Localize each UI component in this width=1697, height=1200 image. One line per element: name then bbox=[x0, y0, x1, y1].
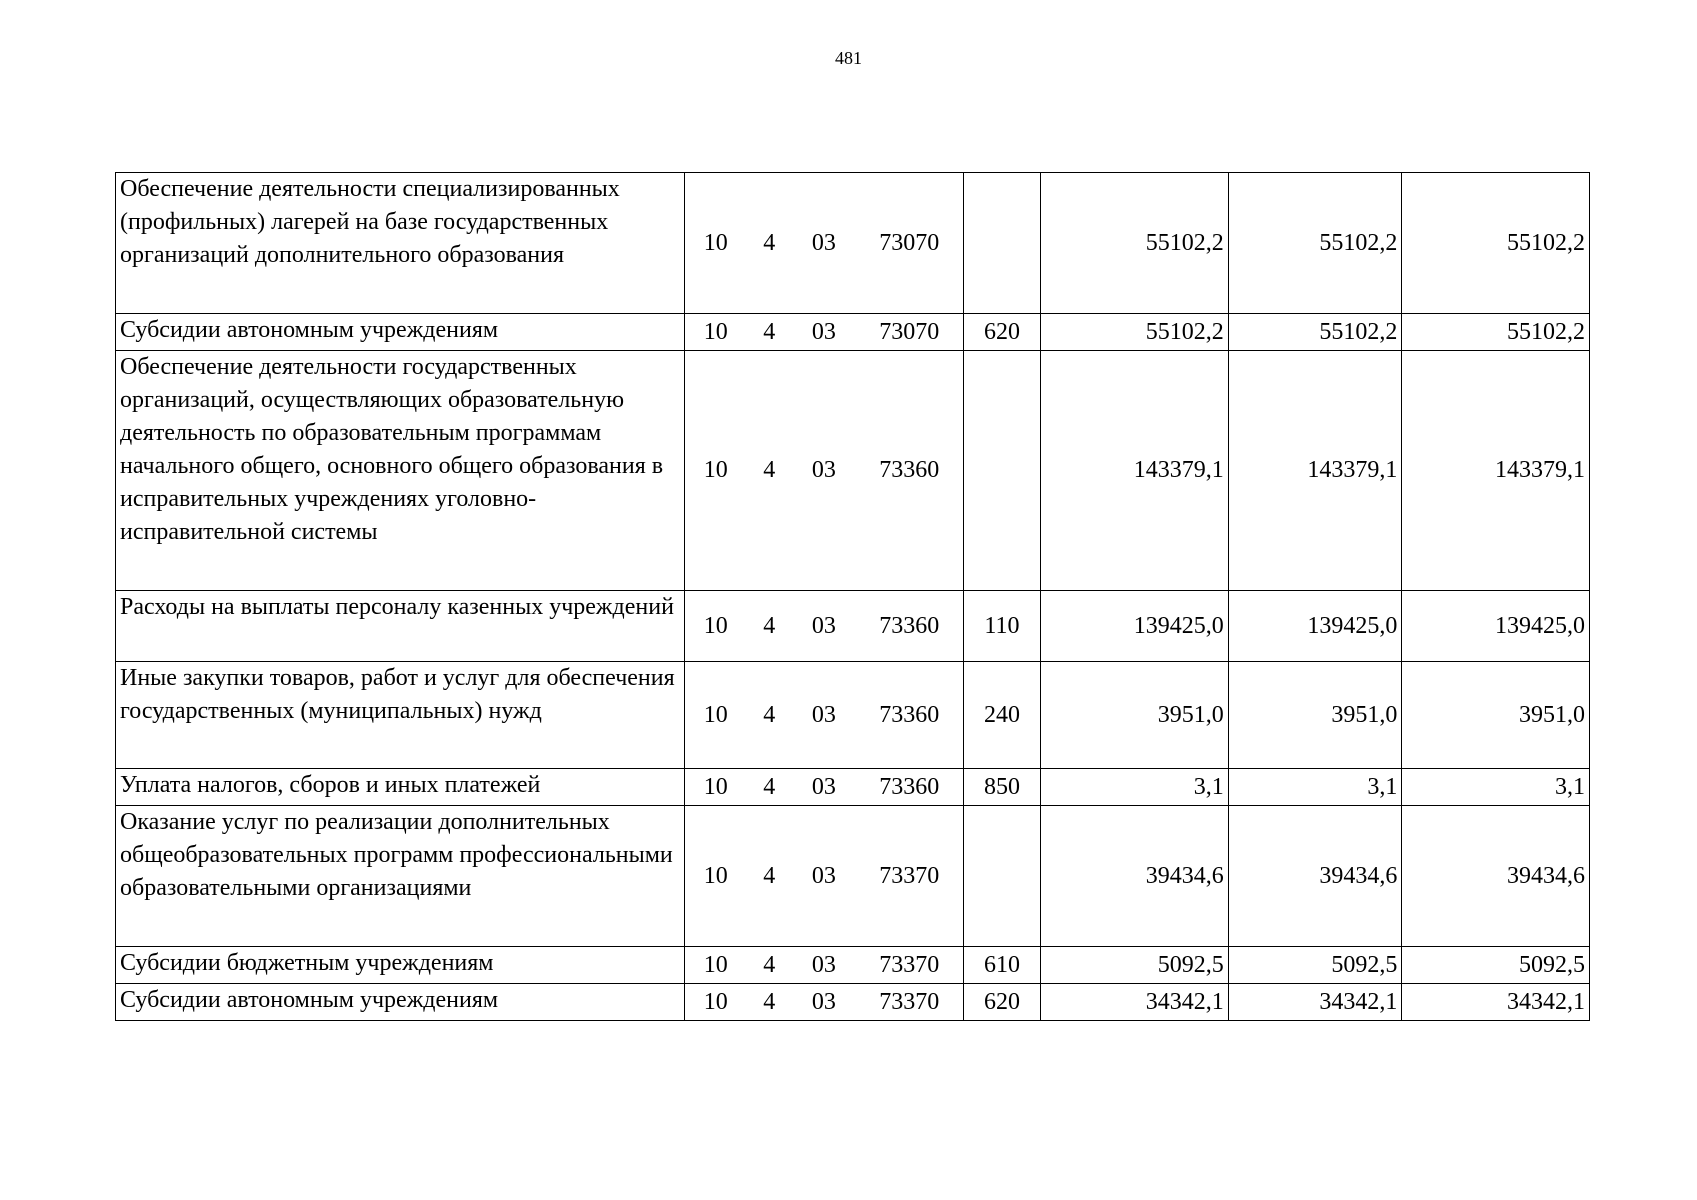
code-program: 4 bbox=[763, 988, 776, 1015]
row-description: Субсидии автономным учреждениям bbox=[116, 984, 685, 1021]
row-description: Оказание услуг по реализации дополнительных общеобразовательных программ профессиональными образовательными организациями bbox=[116, 806, 685, 947]
table-row bbox=[116, 806, 1590, 947]
code-direction: 73360 bbox=[879, 457, 940, 483]
table-row bbox=[116, 173, 1590, 314]
amount-3: 39434,6 bbox=[1402, 806, 1590, 947]
code-subprogram: 03 bbox=[811, 229, 836, 256]
page-number: 481 bbox=[835, 48, 862, 68]
code-section: 10 bbox=[703, 612, 728, 639]
amount-3: 34342,1 bbox=[1402, 984, 1590, 1021]
code-direction: 73370 bbox=[879, 988, 940, 1015]
amount-3: 143379,1 bbox=[1402, 351, 1590, 591]
code-section: 10 bbox=[703, 988, 728, 1015]
amount-2: 139425,0 bbox=[1228, 591, 1402, 662]
amount-1: 5092,5 bbox=[1041, 947, 1229, 984]
code-program: 4 bbox=[763, 773, 776, 800]
amount-1: 39434,6 bbox=[1041, 806, 1229, 947]
code-program: 4 bbox=[763, 951, 776, 978]
code-program: 4 bbox=[763, 612, 776, 639]
table-row bbox=[116, 351, 1590, 591]
code-section: 10 bbox=[703, 773, 728, 800]
amount-1: 55102,2 bbox=[1041, 314, 1229, 351]
row-codes bbox=[684, 984, 963, 1021]
expense-type bbox=[963, 806, 1040, 947]
table-row bbox=[116, 984, 1590, 1021]
row-description: Уплата налогов, сборов и иных платежей bbox=[116, 769, 685, 806]
code-section: 10 bbox=[703, 701, 728, 728]
code-program: 4 bbox=[763, 318, 776, 345]
code-section: 10 bbox=[703, 457, 728, 483]
row-codes bbox=[684, 591, 963, 662]
code-direction: 73070 bbox=[879, 318, 940, 345]
code-subprogram: 03 bbox=[811, 988, 836, 1015]
code-program: 4 bbox=[763, 457, 776, 483]
code-subprogram: 03 bbox=[811, 701, 836, 728]
row-codes bbox=[684, 351, 963, 591]
amount-3: 3951,0 bbox=[1402, 662, 1590, 769]
row-codes bbox=[684, 662, 963, 769]
amount-1: 34342,1 bbox=[1041, 984, 1229, 1021]
amount-2: 55102,2 bbox=[1228, 173, 1402, 314]
expense-type bbox=[963, 351, 1040, 591]
code-section: 10 bbox=[703, 229, 728, 256]
code-section: 10 bbox=[703, 862, 728, 889]
amount-3: 55102,2 bbox=[1402, 314, 1590, 351]
row-description: Обеспечение деятельности специализированных (профильных) лагерей на базе государственных организаций дополнительного образования bbox=[116, 173, 685, 314]
code-subprogram: 03 bbox=[811, 612, 836, 639]
row-codes bbox=[684, 806, 963, 947]
amount-2: 3,1 bbox=[1228, 769, 1402, 806]
row-description: Иные закупки товаров, работ и услуг для обеспечения государственных (муниципальных) нужд bbox=[116, 662, 685, 769]
expense-type: 620 bbox=[963, 984, 1040, 1021]
code-section: 10 bbox=[703, 951, 728, 978]
amount-2: 5092,5 bbox=[1228, 947, 1402, 984]
amount-2: 143379,1 bbox=[1228, 351, 1402, 591]
row-description: Субсидии автономным учреждениям bbox=[116, 314, 685, 351]
amount-1: 3951,0 bbox=[1041, 662, 1229, 769]
row-codes bbox=[684, 173, 963, 314]
amount-1: 3,1 bbox=[1041, 769, 1229, 806]
code-section: 10 bbox=[703, 318, 728, 345]
code-subprogram: 03 bbox=[811, 773, 836, 800]
row-codes bbox=[684, 769, 963, 806]
table-row bbox=[116, 591, 1590, 662]
code-subprogram: 03 bbox=[811, 862, 836, 889]
row-description: Обеспечение деятельности государственных организаций, осуществляющих образовательную деятельность по образовательным программам начального общего, основного общего образования в исправительных учреждениях уголовно-исправительной системы bbox=[116, 351, 685, 591]
expense-type: 620 bbox=[963, 314, 1040, 351]
row-description: Расходы на выплаты персоналу казенных учреждений bbox=[116, 591, 685, 662]
amount-2: 34342,1 bbox=[1228, 984, 1402, 1021]
code-program: 4 bbox=[763, 701, 776, 728]
code-direction: 73370 bbox=[879, 951, 940, 978]
code-direction: 73370 bbox=[879, 862, 940, 889]
code-direction: 73360 bbox=[879, 773, 940, 800]
table-row bbox=[116, 947, 1590, 984]
amount-2: 55102,2 bbox=[1228, 314, 1402, 351]
row-description: Субсидии бюджетным учреждениям bbox=[116, 947, 685, 984]
amount-3: 5092,5 bbox=[1402, 947, 1590, 984]
expense-type bbox=[963, 173, 1040, 314]
table-row bbox=[116, 769, 1590, 806]
code-subprogram: 03 bbox=[811, 951, 836, 978]
amount-3: 55102,2 bbox=[1402, 173, 1590, 314]
amount-3: 3,1 bbox=[1402, 769, 1590, 806]
code-subprogram: 03 bbox=[811, 457, 836, 483]
code-direction: 73360 bbox=[879, 701, 940, 728]
row-codes bbox=[684, 947, 963, 984]
row-codes bbox=[684, 314, 963, 351]
code-direction: 73360 bbox=[879, 612, 940, 639]
expense-type: 850 bbox=[963, 769, 1040, 806]
table-row bbox=[116, 662, 1590, 769]
code-direction: 73070 bbox=[879, 229, 940, 256]
expense-type: 240 bbox=[963, 662, 1040, 769]
amount-1: 143379,1 bbox=[1041, 351, 1229, 591]
amount-2: 39434,6 bbox=[1228, 806, 1402, 947]
table-row bbox=[116, 314, 1590, 351]
amount-1: 139425,0 bbox=[1041, 591, 1229, 662]
expense-type: 110 bbox=[963, 591, 1040, 662]
expense-type: 610 bbox=[963, 947, 1040, 984]
code-subprogram: 03 bbox=[811, 318, 836, 345]
amount-1: 55102,2 bbox=[1041, 173, 1229, 314]
code-program: 4 bbox=[763, 862, 776, 889]
amount-2: 3951,0 bbox=[1228, 662, 1402, 769]
amount-3: 139425,0 bbox=[1402, 591, 1590, 662]
code-program: 4 bbox=[763, 229, 776, 256]
budget-table bbox=[115, 172, 1590, 1021]
